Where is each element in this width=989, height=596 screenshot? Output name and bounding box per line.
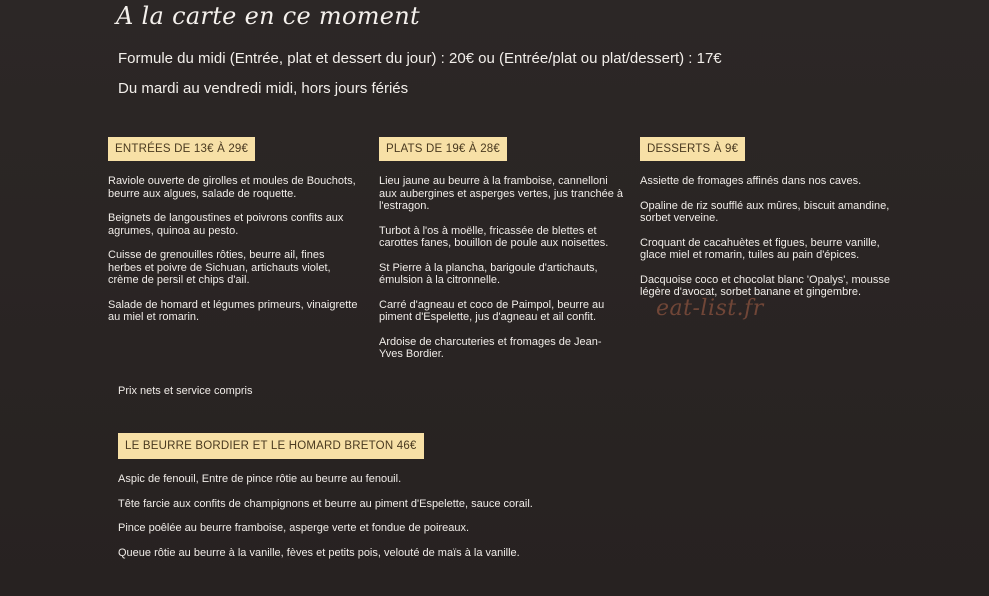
entrees-section (108, 137, 360, 336)
list-item: Queue rôtie au beurre à la vanille, fèves et petits pois, velouté de maïs à la vanille. (118, 546, 520, 559)
list-item: Turbot à l'os à moëlle, fricassée de blettes et carottes fanes, bouillon de poule aux noisettes. (379, 224, 609, 249)
list-item: Tête farcie aux confits de champignons et beurre au piment d'Espelette, sauce corail. (118, 497, 533, 510)
plats-heading: PLATS DE 19€ À 28€ (379, 137, 507, 161)
beurre-homard-list (118, 473, 718, 559)
beurre-homard-section (118, 433, 718, 571)
page-title: A la carte en ce moment (116, 2, 421, 30)
list-item: Raviole ouverte de girolles et moules de Bouchots, beurre aux algues, salade de roquette. (108, 175, 356, 200)
list-item: Croquant de cacahuètes et figues, beurre vanille, glace miel et romarin, tuiles au pain d'épices. (640, 236, 880, 261)
list-item: Assiette de fromages affinés dans nos caves. (640, 175, 862, 187)
list-item: Salade de homard et légumes primeurs, vinaigrette au miel et romarin. (108, 298, 358, 323)
list-item: Ardoise de charcuteries et fromages de Jean-Yves Bordier. (379, 335, 602, 360)
list-item: St Pierre à la plancha, barigoule d'artichauts, émulsion à la citronnelle. (379, 261, 598, 286)
plats-section (379, 137, 624, 373)
list-item: Pince poêlée au beurre framboise, asperge verte et fondue de poireaux. (118, 522, 470, 534)
prix-note: Prix nets et service compris (118, 385, 253, 397)
list-item: Carré d'agneau et coco de Paimpol, beurre au piment d'Espelette, jus d'agneau et ail confit. (379, 298, 605, 323)
plats-list (379, 175, 624, 361)
list-item: Lieu jaune au beurre à la framboise, cannelloni aux aubergines et asperges vertes, jus tranchée à l'estragon. (379, 175, 623, 212)
list-item: Beignets de langoustines et poivrons confits aux agrumes, quinoa au pesto. (108, 212, 344, 237)
beurre-homard-heading: LE BEURRE BORDIER ET LE HOMARD BRETON 46€ (118, 433, 424, 459)
list-item: Aspic de fenouil, Entre de pince rôtie au beurre au fenouil. (118, 473, 402, 485)
watermark: eat-list.fr (656, 296, 764, 321)
desserts-heading: DESSERTS À 9€ (640, 137, 745, 161)
formule-text: Formule du midi (Entrée, plat et dessert du jour) : 20€ ou (Entrée/plat ou plat/dessert) : 17€ (118, 50, 722, 67)
jours-text: Du mardi au vendredi midi, hors jours fériés (118, 80, 409, 97)
entrees-heading: ENTRÉES DE 13€ À 29€ (108, 137, 255, 161)
desserts-list (640, 175, 890, 299)
list-item: Cuisse de grenouilles rôties, beurre ail, fines herbes et poivre de Sichuan, artichauts violet, crème de persil et chips d'ail. (108, 249, 331, 286)
list-item: Dacquoise coco et chocolat blanc 'Opalys', mousse légère d'avocat, sorbet banane et gingembre. (640, 273, 890, 298)
desserts-section (640, 137, 890, 311)
entrees-list (108, 175, 360, 324)
list-item: Opaline de riz soufflé aux mûres, biscuit amandine, sorbet verveine. (640, 199, 890, 224)
